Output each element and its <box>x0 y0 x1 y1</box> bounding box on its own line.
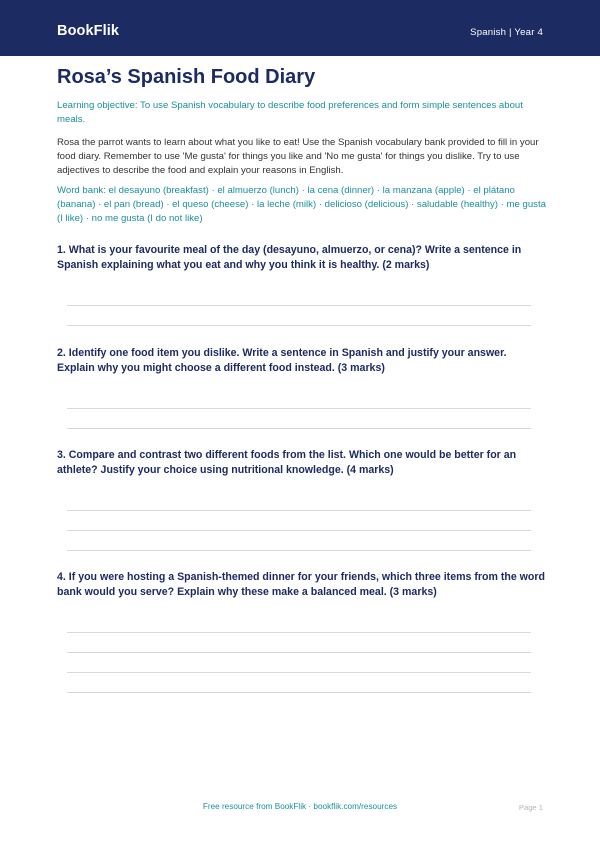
brand-logo[interactable]: BookFlik <box>57 23 120 39</box>
answer-line[interactable] <box>67 550 531 551</box>
answer-line[interactable] <box>67 652 531 653</box>
answer-line[interactable] <box>67 632 531 633</box>
answer-line[interactable] <box>67 428 531 429</box>
intro-text: Rosa the parrot wants to learn about what you like to eat! Use the Spanish vocabulary bank provided to fill in your food diary. Remember to use 'Me gusta' for things you like and 'No me gusta' for things you dislike. Try to use adjectives to describe the food and explain your reasons in English. <box>57 137 539 177</box>
page-number: Page 1 <box>518 803 543 812</box>
answer-line[interactable] <box>67 510 531 511</box>
answer-line[interactable] <box>67 325 531 326</box>
word-bank: Word bank: el desayuno (breakfast) · el almuerzo (lunch) · la cena (dinner) · la manzana (apple) · el plátano (banana) · el pan (bread) · el queso (cheese) · la leche (milk) · delicioso (delicious) · saludable (healthy) · me gusta (I like) · no me gusta (I do not like) <box>57 185 546 225</box>
question-3: 3. Compare and contrast two different foods from the list. Which one would be better for an athlete? Justify your choice using nutritional knowledge. (4 marks) <box>57 449 517 476</box>
question-1: 1. What is your favourite meal of the day (desayuno, almuerzo, or cena)? Write a sentence in Spanish explaining what you eat and why you think it is healthy. (2 marks) <box>57 244 522 271</box>
header-bar <box>0 0 600 56</box>
answer-line[interactable] <box>67 692 531 693</box>
answer-line[interactable] <box>67 672 531 673</box>
learning-objective: Learning objective: To use Spanish vocabulary to describe food preferences and form simple sentences about meals. <box>57 100 523 126</box>
answer-line[interactable] <box>67 530 531 531</box>
answer-line[interactable] <box>67 305 531 306</box>
answer-line[interactable] <box>67 408 531 409</box>
footer-credit[interactable]: Free resource from BookFlik · bookflik.com/resources <box>202 802 398 811</box>
question-4: 4. If you were hosting a Spanish-themed dinner for your friends, which three items from the word bank would you serve? Explain why these make a balanced meal. (3 marks) <box>57 571 545 598</box>
page-title: Rosa’s Spanish Food Diary <box>57 66 316 88</box>
subject-year-label: Spanish | Year 4 <box>470 27 543 38</box>
question-2: 2. Identify one food item you dislike. Write a sentence in Spanish and justify your answer. Explain why you might choose a different food instead. (3 marks) <box>57 347 507 374</box>
